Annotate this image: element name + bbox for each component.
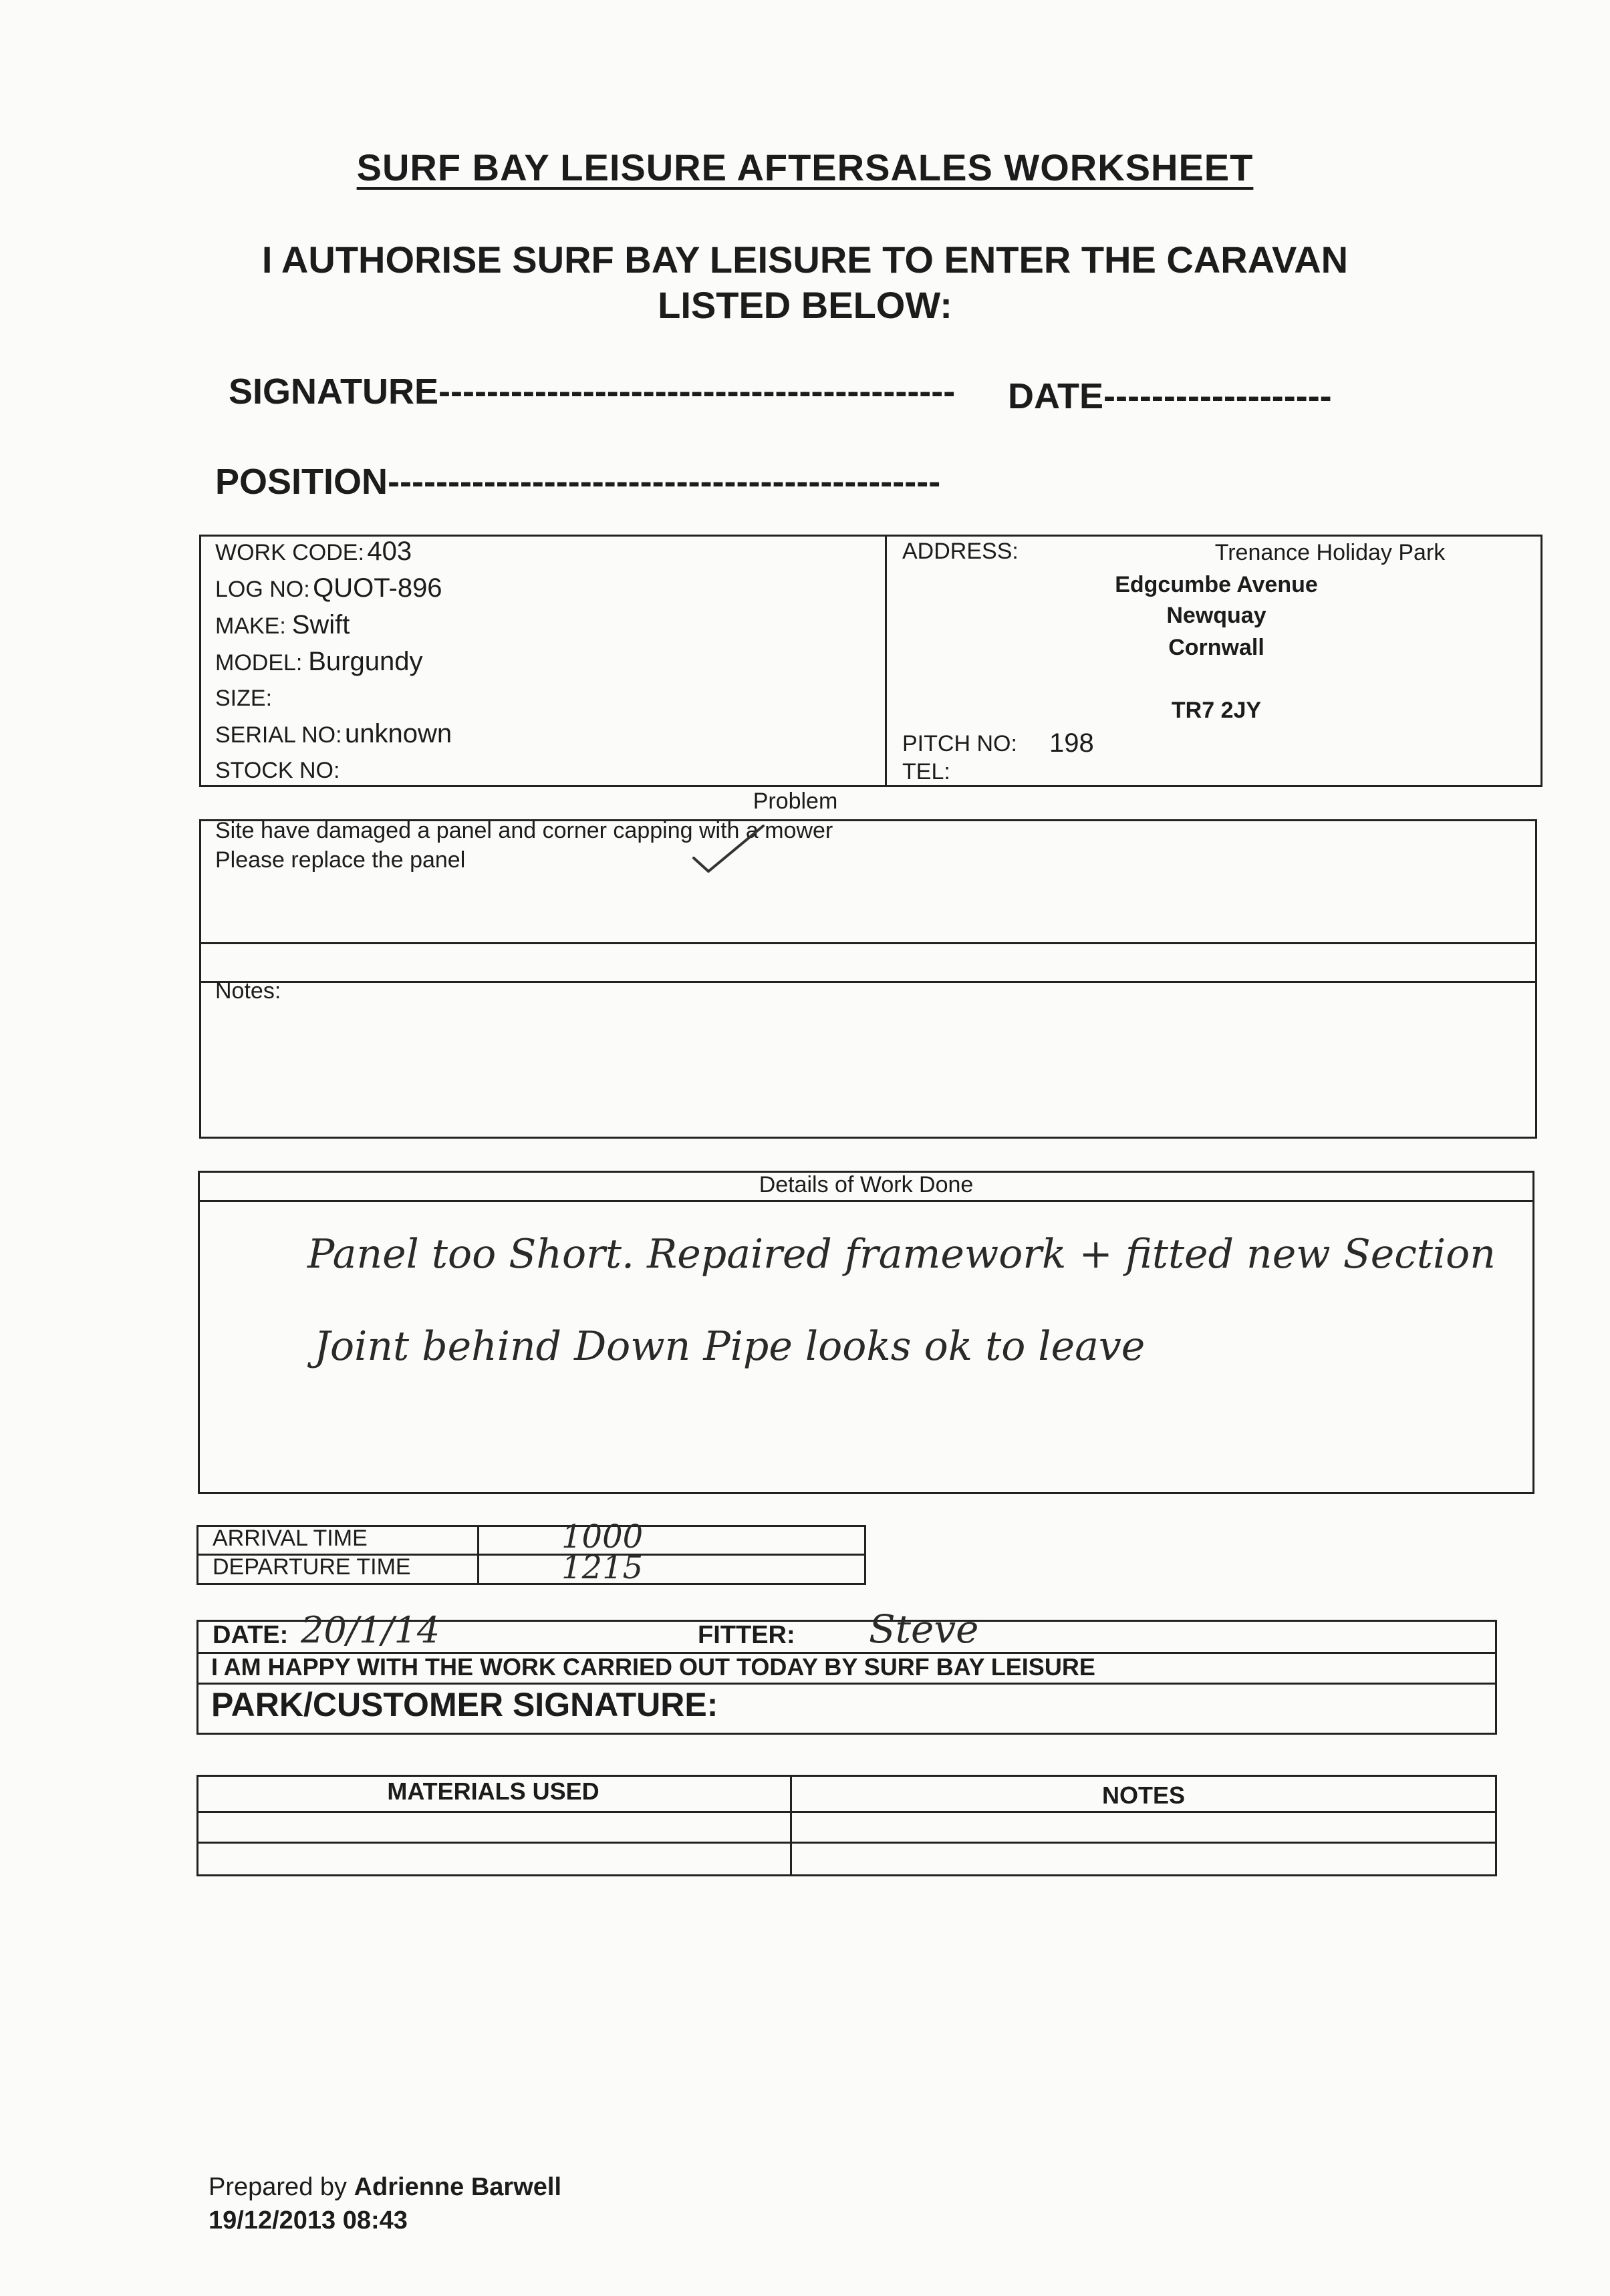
arrival-time-value[interactable]: 1000 [561,1518,644,1556]
address-line-3: Newquay [1166,603,1266,628]
customer-signature-field[interactable]: PARK/CUSTOMER SIGNATURE: [211,1686,718,1723]
work-code-value: 403 [367,537,412,566]
tel-label: TEL: [902,759,950,784]
address-line-1: Trenance Holiday Park [1214,540,1446,565]
log-no-value: QUOT-896 [313,573,442,603]
materials-used-header: MATERIALS USED [387,1777,599,1805]
prepared-by-label: Prepared by [209,2173,348,2201]
signoff-divider-2 [196,1683,1497,1685]
signoff-date-label: DATE: [213,1621,289,1649]
materials-row-divider-1 [196,1811,1497,1813]
address-postcode: TR7 2JY [1171,698,1262,723]
materials-row-divider-2 [196,1842,1497,1844]
make-value: Swift [291,610,350,639]
date-field[interactable]: DATE------------------- [1008,376,1332,416]
serial-no-value: unknown [345,719,452,748]
work-done-line-1: Panel too Short. Repaired framework + fitted new Section [307,1231,1496,1278]
signature-field[interactable]: SIGNATURE------------------------------------------- [229,372,956,412]
work-code-label: WORK CODE: [215,540,364,565]
model-label: MODEL: [215,650,303,676]
happy-statement: I AM HAPPY WITH THE WORK CARRIED OUT TODAY BY SURF BAY LEISURE [211,1653,1095,1681]
fitter-label: FITTER: [698,1621,795,1649]
fitter-value[interactable]: Steve [869,1606,979,1652]
serial-no-label: SERIAL NO: [215,722,342,748]
pitch-no-label: PITCH NO: [902,731,1017,756]
problem-divider-2 [199,981,1537,983]
departure-time-label: DEPARTURE TIME [213,1554,411,1580]
make-label: MAKE: [215,613,286,639]
times-col-divider [477,1525,479,1585]
work-done-header-divider [198,1200,1534,1202]
prepared-timestamp: 19/12/2013 08:43 [209,2206,408,2235]
arrival-time-label: ARRIVAL TIME [213,1526,368,1551]
vehicle-details [215,536,452,791]
work-done-label: Details of Work Done [759,1172,974,1197]
problem-line-2: Please replace the panel [215,847,466,873]
address-line-2: Edgcumbe Avenue [1115,572,1318,597]
problem-divider-1 [199,942,1537,944]
prepared-by-name: Adrienne Barwell [354,2173,561,2201]
departure-time-value[interactable]: 1215 [561,1549,644,1586]
address-label: ADDRESS: [902,539,1019,564]
problem-line-1: Site have damaged a panel and corner capping with a mower [215,818,833,843]
notes-label: Notes: [215,978,281,1004]
authorisation-line-1: I AUTHORISE SURF BAY LEISURE TO ENTER THE CARAVAN [261,239,1349,281]
page-title: SURF BAY LEISURE AFTERSALES WORKSHEET [356,146,1254,188]
signoff-date-value[interactable]: 20/1/14 [301,1609,440,1651]
work-done-line-2: Joint behind Down Pipe looks ok to leave [314,1323,1146,1370]
notes-header: NOTES [1101,1781,1185,1809]
model-value: Burgundy [308,647,423,676]
address-line-4: Cornwall [1168,635,1264,660]
problem-label: Problem [753,788,838,814]
pitch-no-value: 198 [1049,728,1094,758]
size-label: SIZE: [215,686,273,711]
vehicle-address-divider [885,535,887,787]
stock-no-label: STOCK NO: [215,758,340,783]
authorisation-line-2: LISTED BELOW: [658,284,952,326]
log-no-label: LOG NO: [215,577,310,602]
position-field[interactable]: POSITION---------------------------------------------- [215,462,941,502]
prepared-by [209,2173,561,2202]
tick-mark-icon [688,823,769,877]
